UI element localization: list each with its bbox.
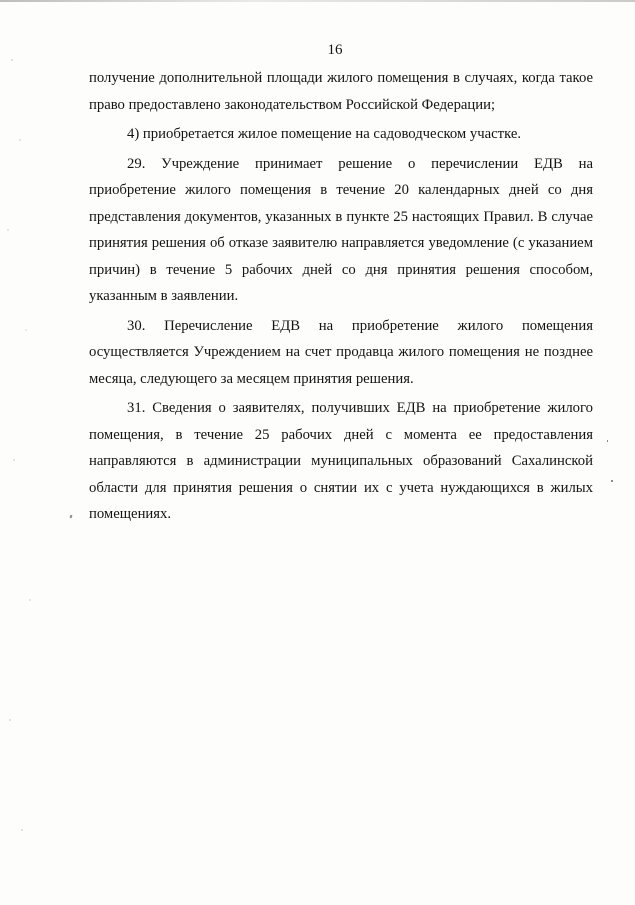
paragraph-item-4: 4) приобретается жилое помещение на садоводческом участке. <box>127 126 522 142</box>
scan-speck <box>607 440 608 442</box>
scan-left-edge-noise <box>0 0 44 905</box>
paragraph-clause-31: 31. Сведения о заявителях, получивших ЕДВ на приобретение жилого помещения, в течение 25 рабочих дней с момента ее предоставления направляются в администрации муниципальных образований Сахалинской области для принятия решения о снятии их с учета нуждающихся в жилых помещениях. <box>89 400 593 522</box>
scan-top-edge <box>0 0 635 2</box>
scan-speck <box>70 515 73 519</box>
scan-speck <box>611 480 613 482</box>
document-body <box>89 65 593 528</box>
paragraph-clause-29: 29. Учреждение принимает решение о перечислении ЕДВ на приобретение жилого помещения в течение 20 календарных дней со дня представления документов, указанных в пункте 25 настоящих Правил. В случае принятия решения об отказе заявителю направляется уведомление (с указанием причин) в течение 5 рабочих дней со дня принятия решения способом, указанным в заявлении. <box>89 155 593 304</box>
paragraph-clause-30: 30. Перечисление ЕДВ на приобретение жилого помещения осуществляется Учреждением на счет продавца жилого помещения не позднее месяца, следующего за месяцем принятия решения. <box>89 317 593 387</box>
page-number: 16 <box>327 42 343 58</box>
paragraph-continuation: получение дополнительной площади жилого помещения в случаях, когда такое право предоставлено законодательством Российской Федерации; <box>89 70 593 113</box>
